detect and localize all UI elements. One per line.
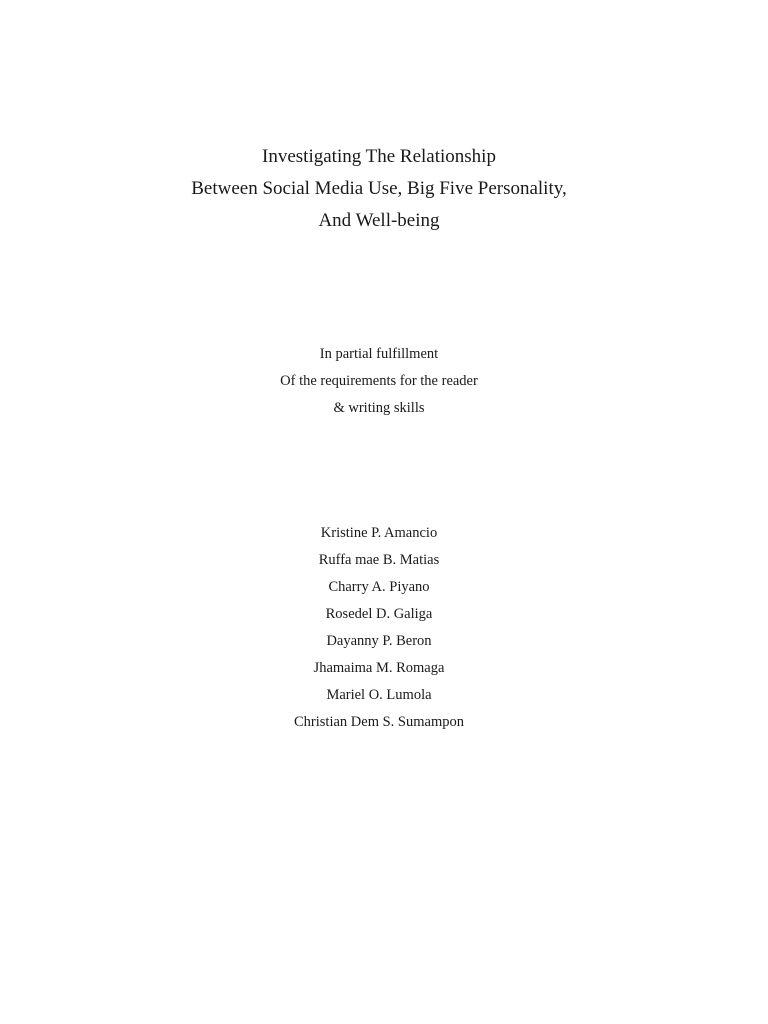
title-line-1: Investigating The Relationship bbox=[262, 146, 496, 167]
author-list bbox=[0, 520, 758, 736]
fulfillment-line-1: In partial fulfillment bbox=[319, 346, 439, 362]
author-name: Rosedel D. Galiga bbox=[325, 606, 433, 622]
author-name: Charry A. Piyano bbox=[328, 579, 430, 595]
fulfillment-line-3: & writing skills bbox=[333, 400, 425, 416]
title-line-3: And Well-being bbox=[318, 210, 440, 231]
author-name: Jhamaima M. Romaga bbox=[313, 660, 445, 676]
author-name: Christian Dem S. Sumampon bbox=[294, 714, 464, 730]
author-name: Dayanny P. Beron bbox=[326, 633, 432, 649]
author-name: Ruffa mae B. Matias bbox=[318, 552, 440, 568]
title-block bbox=[0, 141, 758, 237]
fulfillment-line-2: Of the requirements for the reader bbox=[280, 373, 478, 389]
fulfillment-statement bbox=[0, 341, 758, 422]
title-line-2: Between Social Media Use, Big Five Personality, bbox=[191, 178, 567, 199]
author-name: Mariel O. Lumola bbox=[326, 687, 432, 703]
author-name: Kristine P. Amancio bbox=[320, 525, 438, 541]
